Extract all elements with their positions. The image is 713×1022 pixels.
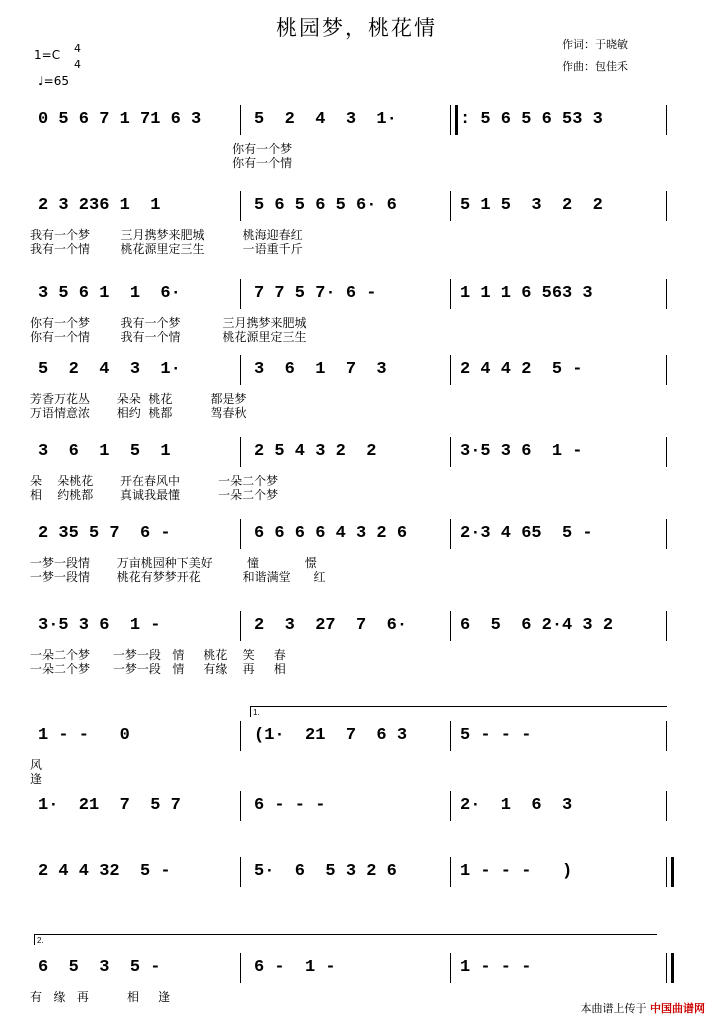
composer-credit: 作曲：包佳禾 (562, 60, 628, 73)
barline (240, 953, 241, 983)
lyric-line: 你有一个梦 我有一个梦 三月携梦来肥城 (30, 316, 307, 330)
lyric-line: 我有一个情 桃花源里定三生 一语重千斤 (30, 242, 303, 256)
lyric-line: 一朵二个梦 一梦一段 情 有缘 再 相 (30, 662, 286, 676)
barline (450, 857, 451, 887)
measure: 5 2 4 3 1· (38, 360, 181, 379)
lyric-line: 一梦一段情 万亩桃园种下美好 憧 憬 (30, 556, 317, 570)
score-line (30, 722, 670, 750)
measure: 1 1 1 6 563 3 (460, 284, 593, 303)
measure: (1· 21 7 6 3 (254, 726, 408, 745)
barline (666, 519, 667, 549)
measure: 2· 1 6 3 (460, 796, 573, 815)
time-signature-top: 4 (74, 42, 81, 55)
time-signature-bottom: 4 (74, 58, 81, 71)
barline (450, 279, 451, 309)
song-title: 桃园梦，桃花情 (276, 16, 437, 40)
measure: 5 - - - (460, 726, 532, 745)
score-line (30, 954, 670, 982)
measure: 3·5 3 6 1 - (38, 616, 161, 635)
volta-2-label: 2. (37, 936, 44, 945)
lyricist-credit: 作词：于晓敏 (562, 38, 628, 51)
barline (240, 437, 241, 467)
score-line (30, 192, 670, 220)
measure: 6 5 3 5 - (38, 958, 161, 977)
measure: 2 3 236 1 1 (38, 196, 161, 215)
barline (240, 355, 241, 385)
lyric-line: 你有一个情 (30, 156, 293, 170)
measure: 3 6 1 5 1 (38, 442, 171, 461)
score-line (30, 106, 670, 134)
volta-1-label: 1. (253, 708, 260, 717)
measure: 3 5 6 1 1 6· (38, 284, 181, 303)
footer (581, 1000, 706, 1016)
measure: 1 - - 0 (38, 726, 130, 745)
barline (666, 791, 667, 821)
barline (240, 519, 241, 549)
measure: 7 7 5 7· 6 - (254, 284, 377, 303)
measure: 6 5 6 2·4 3 2 (460, 616, 614, 635)
barline (450, 953, 451, 983)
measure: 2 4 4 2 5 - (460, 360, 583, 379)
barline (240, 857, 241, 887)
lyric-line: 相 约桃都 真诚我最懂 一朵二个梦 (30, 488, 279, 502)
lyric-line: 你有一个梦 (30, 142, 293, 156)
volta-2 (34, 934, 657, 945)
barline (666, 437, 667, 467)
measure: : 5 6 5 6 53 3 (460, 110, 603, 129)
lyric-line: 一朵二个梦 一梦一段 情 桃花 笑 春 (30, 648, 286, 662)
measure: 2 4 4 32 5 - (38, 862, 171, 881)
barline (666, 611, 667, 641)
measure: 6 - 1 - (254, 958, 336, 977)
measure: 2 3 27 7 6· (254, 616, 408, 635)
score-line (30, 858, 670, 886)
barline (240, 791, 241, 821)
measure: 3 6 1 7 3 (254, 360, 387, 379)
measure: 2·3 4 65 5 - (460, 524, 593, 543)
barline (666, 279, 667, 309)
barline (450, 437, 451, 467)
score-line (30, 438, 670, 466)
barline (666, 721, 667, 751)
lyric-line: 逢 (30, 772, 43, 786)
lyric-line: 一梦一段情 桃花有梦梦开花 和谐满堂 红 (30, 570, 326, 584)
lyric-line: 风 (30, 758, 43, 772)
barline (240, 611, 241, 641)
barline (240, 105, 241, 135)
measure: 2 5 4 3 2 2 (254, 442, 377, 461)
lyric-line: 有 缘 再 相 逢 (30, 990, 171, 1004)
measure: 1 - - - (460, 958, 532, 977)
barline (450, 191, 451, 221)
score-line (30, 792, 670, 820)
score-line (30, 356, 670, 384)
barline (450, 611, 451, 641)
barline (240, 279, 241, 309)
barline (666, 953, 674, 983)
footer-text: 本曲谱上传于 (580, 1002, 647, 1015)
measure: 1· 21 7 5 7 (38, 796, 181, 815)
footer-brand: 中国曲谱网 (650, 1002, 705, 1015)
measure: 3·5 3 6 1 - (460, 442, 583, 461)
measure: 1 - - - ) (460, 862, 573, 881)
tempo-marking: ♩=65 (38, 74, 69, 88)
barline (450, 791, 451, 821)
barline (240, 721, 241, 751)
barline (450, 519, 451, 549)
barline (666, 355, 667, 385)
measure: 5 6 5 6 5 6· 6 (254, 196, 397, 215)
measure: 5 2 4 3 1· (254, 110, 397, 129)
barline (450, 355, 451, 385)
lyric-line: 你有一个情 我有一个情 桃花源里定三生 (30, 330, 307, 344)
measure: 0 5 6 7 1 71 6 3 (38, 110, 202, 129)
measure: 5 1 5 3 2 2 (460, 196, 603, 215)
barline (666, 191, 667, 221)
score-line (30, 520, 670, 548)
score-line (30, 280, 670, 308)
volta-1 (250, 706, 667, 717)
measure: 6 6 6 6 4 3 2 6 (254, 524, 408, 543)
lyric-line: 我有一个梦 三月携梦来肥城 桃海迎春红 (30, 228, 303, 242)
barline (450, 105, 458, 135)
measure: 2 35 5 7 6 - (38, 524, 171, 543)
lyric-line: 朵 朵桃花 开在春风中 一朵二个梦 (30, 474, 279, 488)
barline (666, 857, 674, 887)
lyric-line: 万语情意浓 相约 桃都 驾春秋 (30, 406, 247, 420)
score-line (30, 612, 670, 640)
lyric-line: 芳香万花丛 朵朵 桃花 都是梦 (30, 392, 247, 406)
measure: 5· 6 5 3 2 6 (254, 862, 397, 881)
key-signature: 1=C (34, 48, 61, 62)
barline (666, 105, 667, 135)
barline (450, 721, 451, 751)
barline (240, 191, 241, 221)
measure: 6 - - - (254, 796, 326, 815)
